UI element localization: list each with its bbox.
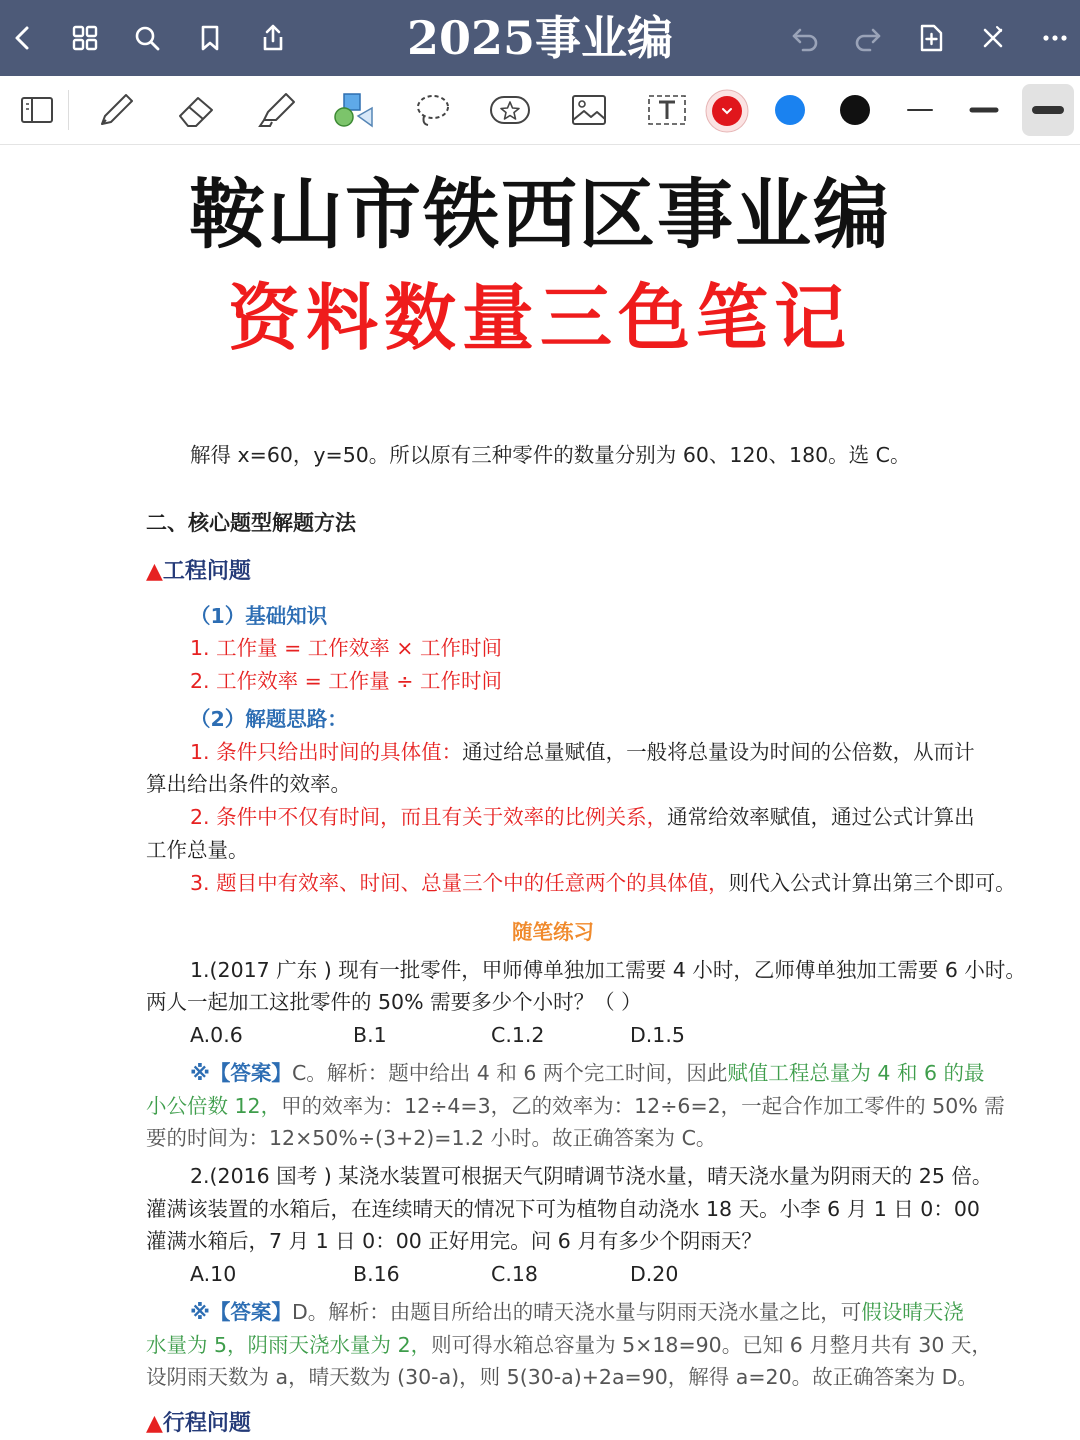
answer-2-text-2: 则可得水箱总容量为 5×18=90。已知 6 月整月共有 30 天， <box>431 1333 992 1357</box>
highlighter-icon[interactable] <box>254 90 298 130</box>
textbox-icon[interactable] <box>645 90 689 130</box>
top-nav-bar <box>0 0 1080 76</box>
sticker-icon[interactable] <box>488 90 532 130</box>
q2-option-a: A.10 <box>190 1262 237 1286</box>
color-blue[interactable] <box>768 90 812 130</box>
formula-2: 2. 工作效率 = 工作量 ÷ 工作时间 <box>190 669 502 693</box>
answer-2-line-3: 设阴雨天数为 a，晴天数为 (30-a)，则 5(30-a)+2a=90，解得 a=20。故正确答案为 D。 <box>146 1365 978 1389</box>
triangle-marker-2: ▲ <box>146 1411 163 1436</box>
answer-2-line-2 <box>146 1329 992 1361</box>
answer-1-label: ※【答案】 <box>190 1061 292 1085</box>
answer-2-line-1 <box>190 1296 966 1328</box>
stroke-thick-selected[interactable] <box>1022 84 1074 136</box>
image-icon[interactable] <box>567 90 611 130</box>
stroke-thin[interactable] <box>898 90 942 130</box>
idea-2-key: 2. 条件中不仅有时间，而且有关于效率的比例关系， <box>190 805 668 829</box>
travel-title <box>146 1408 966 1440</box>
question-2-line-1: 2.(2016 国考 ) 某浇水装置可根据天气阴晴调节浇水量，晴天浇水量为阴雨天的 25 倍。 <box>190 1164 993 1188</box>
basic-knowledge: （1）基础知识 <box>190 604 328 628</box>
answer-2-text: D。解析：由题目所给出的晴天浇水量与阴雨天浇水量之比，可 <box>291 1300 862 1324</box>
question-1-line-1: 1.(2017 广东 ) 现有一批零件，甲师傅单独加工需要 4 小时，乙师傅单独加工需要 6 小时。 <box>190 958 1026 982</box>
question-2-line-3: 灌满水箱后，7 月 1 日 0：00 正好用完。问 6 月有多少个阴雨天？ <box>146 1229 762 1253</box>
answer-1-highlight: 赋值工程总量为 4 和 6 的最 <box>727 1061 985 1085</box>
layout-icon[interactable] <box>16 90 60 130</box>
grid-icon[interactable] <box>66 19 104 57</box>
idea-3-text: 则代入公式计算出第三个即可。 <box>728 871 1016 895</box>
toolbar-divider <box>68 90 69 130</box>
share-icon[interactable] <box>254 19 292 57</box>
idea-2-cont: 工作总量。 <box>146 838 249 862</box>
practice-heading: 随笔练习 <box>512 920 594 944</box>
question-2-line-2: 灌满该装置的水箱后，在连续晴天的情况下可为植物自动浇水 18 天。小李 6 月 1 日 0：00 <box>146 1197 980 1221</box>
eraser-icon[interactable] <box>174 90 218 130</box>
close-icon[interactable] <box>974 19 1012 57</box>
answer-1-line-2 <box>146 1090 1005 1122</box>
q2-option-b: B.16 <box>353 1262 400 1286</box>
answer-2-highlight-2: 水量为 5，阴雨天浇水量为 2， <box>146 1333 432 1357</box>
bookmark-icon[interactable] <box>191 19 229 57</box>
redo-icon[interactable] <box>849 19 887 57</box>
answer-1-text: C。解析：题中给出 4 和 6 两个完工时间，因此 <box>291 1061 728 1085</box>
pen-icon[interactable] <box>94 90 138 130</box>
color-red-selected[interactable] <box>704 88 750 134</box>
answer-1-highlight-2: 小公倍数 12， <box>146 1094 282 1118</box>
q1-option-b: B.1 <box>353 1023 387 1047</box>
idea-2-text: 通常给效率赋值，通过公式计算出 <box>667 805 975 829</box>
idea-1-text: 通过给总量赋值，一般将总量设为时间的公倍数，从而计 <box>462 740 975 764</box>
idea-1 <box>190 736 975 768</box>
main-heading: 鞍山市铁西区事业编 <box>189 170 891 259</box>
section-heading: 二、核心题型解题方法 <box>146 511 356 535</box>
idea-3 <box>190 867 1016 899</box>
undo-icon[interactable] <box>786 19 824 57</box>
color-black[interactable] <box>833 90 877 130</box>
solution-line: 解得 x=60，y=50。所以原有三种零件的数量分别为 60、120、180。选 C。 <box>190 443 911 467</box>
q2-option-c: C.18 <box>491 1262 538 1286</box>
more-icon[interactable] <box>1036 19 1074 57</box>
search-icon[interactable] <box>128 19 166 57</box>
add-page-icon[interactable] <box>912 19 950 57</box>
solving-ideas: （2）解题思路： <box>190 707 348 731</box>
drawing-toolbar <box>0 76 1080 145</box>
back-icon[interactable] <box>4 19 42 57</box>
engineering-title <box>146 556 966 588</box>
idea-1-cont: 算出给出条件的效率。 <box>146 772 351 796</box>
idea-3-key: 3. 题目中有效率、时间、总量三个中的任意两个的具体值， <box>190 871 729 895</box>
triangle-marker: ▲ <box>146 559 163 584</box>
engineering-label: 工程问题 <box>162 559 251 584</box>
shapes-icon[interactable] <box>332 90 376 130</box>
q1-option-d: D.1.5 <box>630 1023 685 1047</box>
q2-option-d: D.20 <box>630 1262 679 1286</box>
answer-1-text-2: 甲的效率为：12÷4=3，乙的效率为：12÷6=2，一起合作加工零件的 50% 需 <box>281 1094 1005 1118</box>
answer-2-highlight: 假设晴天浇 <box>861 1300 964 1324</box>
question-1-line-2: 两人一起加工这批零件的 50% 需要多少个小时？（ ） <box>146 990 642 1014</box>
idea-2 <box>190 801 975 833</box>
answer-1-line-3: 要的时间为：12×50%÷(3+2)=1.2 小时。故正确答案为 C。 <box>146 1126 717 1150</box>
document-title: 2025事业编 <box>406 11 674 65</box>
idea-1-key: 1. 条件只给出时间的具体值： <box>190 740 463 764</box>
lasso-icon[interactable] <box>410 90 454 130</box>
answer-1-line-1 <box>190 1057 985 1089</box>
q1-option-c: C.1.2 <box>491 1023 545 1047</box>
formula-1: 1. 工作量 = 工作效率 × 工作时间 <box>190 636 502 660</box>
sub-heading: 资料数量三色笔记 <box>227 275 852 360</box>
travel-label: 行程问题 <box>162 1411 251 1436</box>
q1-option-a: A.0.6 <box>190 1023 243 1047</box>
stroke-medium[interactable] <box>962 90 1006 130</box>
answer-2-label: ※【答案】 <box>190 1300 292 1324</box>
